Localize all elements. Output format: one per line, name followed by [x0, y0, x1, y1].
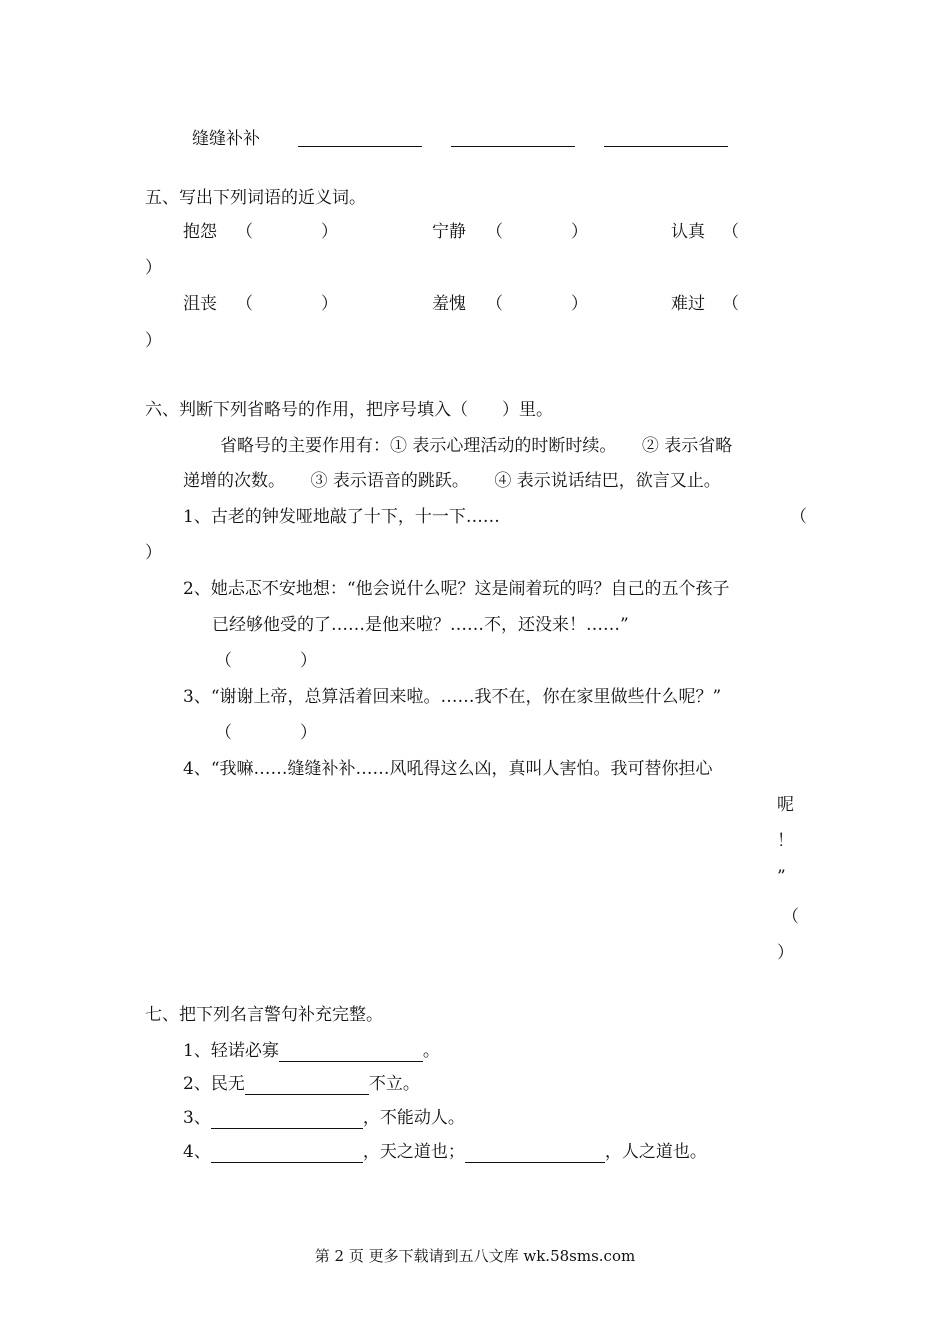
- s5-word-ningjing: 宁静: [432, 222, 466, 242]
- s7-q1-prefix: 1、轻诺必寡: [183, 1041, 279, 1061]
- answer-blank-3[interactable]: [604, 146, 728, 147]
- s6-q1-paren-close: ）: [145, 543, 162, 563]
- s7-question-3: [183, 1107, 465, 1129]
- s7-q1-blank[interactable]: [279, 1043, 423, 1062]
- s5-paren-3-close: ）: [145, 258, 162, 278]
- s6-intro-line-2: 递增的次数。 ③ 表示语音的跳跃。 ④ 表示说话结巴，欲言又止。: [183, 471, 721, 491]
- s7-question-4: [183, 1141, 707, 1163]
- s6-intro-line-1: 省略号的主要作用有：① 表示心理活动的时断时续。 ② 表示省略: [220, 436, 733, 456]
- s7-q4-blank-2[interactable]: [465, 1144, 605, 1163]
- s7-question-1: [183, 1040, 440, 1062]
- answer-blank-1[interactable]: [298, 146, 422, 147]
- s7-q4-suffix: ，人之道也。: [604, 1142, 707, 1162]
- s6-q1-paren-open[interactable]: （: [790, 507, 807, 527]
- s5-paren-6-open[interactable]: （: [722, 294, 739, 314]
- s7-q2-suffix: 不立。: [368, 1074, 420, 1094]
- s7-q4-prefix: 4、: [183, 1142, 211, 1162]
- s6-question-1: 1、古老的钟发哑地敲了十下，十一下……: [183, 507, 500, 527]
- s6-q2-paren[interactable]: （ ）: [215, 651, 317, 671]
- s7-q4-middle: ，天之道也；: [362, 1142, 465, 1162]
- s6-q4-paren-close: ）: [777, 943, 794, 963]
- s6-q4-tail-ne: 呢: [777, 795, 794, 815]
- s6-q3-paren[interactable]: （ ）: [215, 723, 317, 743]
- s7-q1-suffix: 。: [422, 1041, 440, 1061]
- s5-paren-3-open[interactable]: （: [722, 222, 739, 242]
- s5-paren-5[interactable]: （ ）: [486, 294, 588, 314]
- s5-paren-4[interactable]: （ ）: [236, 294, 338, 314]
- s7-q3-suffix: ，不能动人。: [362, 1108, 465, 1128]
- s5-word-renzhen: 认真: [671, 222, 705, 242]
- s7-q2-blank[interactable]: [245, 1076, 369, 1095]
- s5-word-nanguo: 难过: [671, 294, 705, 314]
- s5-paren-1[interactable]: （ ）: [236, 222, 338, 242]
- s6-q4-tail-quote: ”: [777, 867, 786, 887]
- page-footer: 第 2 页 更多下载请到五八文库 wk.58sms.com: [314, 1247, 636, 1265]
- word-fengfengbubu: 缝缝补补: [192, 129, 260, 149]
- s6-question-3: 3、“谢谢上帝，总算活着回来啦。……我不在，你在家里做些什么呢？”: [183, 687, 722, 707]
- s5-paren-6-close: ）: [145, 331, 162, 351]
- s5-paren-2[interactable]: （ ）: [486, 222, 588, 242]
- s7-question-2: [183, 1073, 420, 1095]
- s6-question-2-line-2: 已经够他受的了……是他来啦？……不，还没来！……”: [212, 615, 629, 635]
- s7-q3-prefix: 3、: [183, 1108, 211, 1128]
- s6-question-2-line-1: 2、她忐忑不安地想：“他会说什么呢？这是闹着玩的吗？自己的五个孩子: [183, 579, 730, 599]
- s7-q2-prefix: 2、民无: [183, 1074, 245, 1094]
- section-6-title: 六、判断下列省略号的作用，把序号填入（ ）里。: [145, 400, 553, 420]
- s7-q4-blank-1[interactable]: [211, 1144, 363, 1163]
- s5-word-xiukui: 羞愧: [432, 294, 466, 314]
- s5-word-baoyuan: 抱怨: [183, 222, 217, 242]
- s7-q3-blank[interactable]: [211, 1110, 363, 1129]
- s6-q4-paren-open[interactable]: （: [782, 907, 799, 927]
- section-5-title: 五、写出下列词语的近义词。: [145, 188, 366, 208]
- s6-question-4: 4、“我嘛……缝缝补补……风吼得这么凶，真叫人害怕。我可替你担心: [183, 759, 713, 779]
- s5-word-jusang: 沮丧: [183, 294, 217, 314]
- s6-q4-tail-exclaim: ！: [777, 831, 794, 851]
- answer-blank-2[interactable]: [451, 146, 575, 147]
- section-7-title: 七、把下列名言警句补充完整。: [145, 1005, 383, 1025]
